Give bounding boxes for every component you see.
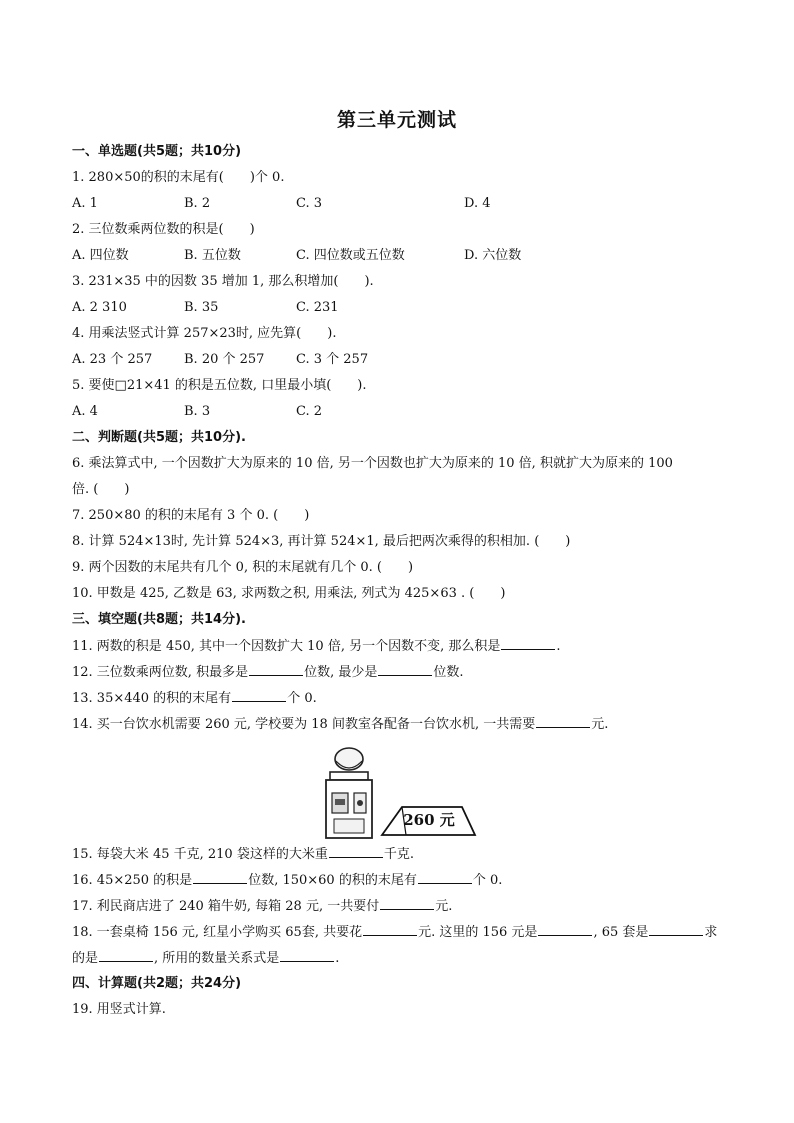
question-4: 4. 用乘法竖式计算 257×23时, 应先算( ). xyxy=(72,326,337,341)
q5-option-a: A. 4 xyxy=(72,404,98,419)
q3-option-a: A. 2 310 xyxy=(72,300,127,315)
answer-blank xyxy=(536,715,590,728)
q12-text: 12. 三位数乘两位数, 积最多是 xyxy=(72,665,249,680)
page-title: 第三单元测试 xyxy=(336,109,457,131)
q1-option-d: D. 4 xyxy=(464,196,491,211)
q17-text: 17. 利民商店进了 240 箱牛奶, 每箱 28 元, 一共要付 xyxy=(72,899,380,914)
question-13 xyxy=(72,689,317,708)
question-1: 1. 280×50的积的末尾有( )个 0. xyxy=(72,170,285,185)
q5-option-b: B. 3 xyxy=(184,404,211,419)
q18-text: 18. 一套桌椅 156 元, 红星小学购买 65套, 共要花 xyxy=(72,925,363,940)
q18-end: 求 xyxy=(704,925,718,940)
answer-blank xyxy=(501,637,555,650)
answer-blank xyxy=(380,897,434,910)
q12-end: 位数. xyxy=(433,665,464,680)
q13-end: 个 0. xyxy=(287,691,317,706)
q1-option-c: C. 3 xyxy=(296,196,323,211)
section-heading-true-false: 二、判断题(共5题；共10分). xyxy=(72,430,246,445)
q3-option-c: C. 231 xyxy=(296,300,339,315)
answer-blank xyxy=(249,663,303,676)
question-17 xyxy=(72,897,452,916)
section-heading-fill-blank: 三、填空题(共8题；共14分). xyxy=(72,612,246,627)
q18-line2-end: . xyxy=(335,951,340,966)
answer-blank xyxy=(363,923,417,936)
q17-end: 元. xyxy=(435,899,453,914)
question-2: 2. 三位数乘两位数的积是( ) xyxy=(72,222,255,237)
question-16 xyxy=(72,871,502,890)
q5-option-c: C. 2 xyxy=(296,404,323,419)
question-8: 8. 计算 524×13时, 先计算 524×3, 再计算 524×1, 最后把两次乘得的积相加. ( ) xyxy=(72,534,571,549)
q16-text: 16. 45×250 的积是 xyxy=(72,873,193,888)
q14-end: 元. xyxy=(591,717,609,732)
question-15 xyxy=(72,845,414,864)
question-6-line-2: 倍. ( ) xyxy=(72,482,130,497)
question-12 xyxy=(72,663,463,682)
q13-text: 13. 35×440 的积的末尾有 xyxy=(72,691,232,706)
question-6-line-1: 6. 乘法算式中, 一个因数扩大为原来的 10 倍, 另一个因数也扩大为原来的 10 倍, 积就扩大为原来的 100 xyxy=(72,456,673,471)
question-9: 9. 两个因数的末尾共有几个 0, 积的末尾就有几个 0. ( ) xyxy=(72,560,414,575)
question-5: 5. 要使□21×41 的积是五位数, 口里最小填( ). xyxy=(72,378,367,393)
question-14 xyxy=(72,715,608,734)
question-18-line-2 xyxy=(72,949,339,968)
section-heading-calculation: 四、计算题(共2题；共24分) xyxy=(72,976,242,991)
question-10: 10. 甲数是 425, 乙数是 63, 求两数之积, 用乘法, 列式为 425×63 . ( ) xyxy=(72,586,506,601)
question-18-line-1 xyxy=(72,923,717,942)
q2-option-c: C. 四位数或五位数 xyxy=(296,248,405,263)
answer-blank xyxy=(193,871,247,884)
q3-option-b: B. 35 xyxy=(184,300,219,315)
question-3: 3. 231×35 中的因数 35 增加 1, 那么积增加( ). xyxy=(72,274,374,289)
q1-option-b: B. 2 xyxy=(184,196,211,211)
answer-blank xyxy=(538,923,592,936)
q2-option-d: D. 六位数 xyxy=(464,248,522,263)
answer-blank xyxy=(418,871,472,884)
q18-line2-text: 的是 xyxy=(72,951,99,966)
q11-text: 11. 两数的积是 450, 其中一个因数扩大 10 倍, 另一个因数不变, 那么积是 xyxy=(72,639,501,654)
q15-text: 15. 每袋大米 45 千克, 210 袋这样的大米重 xyxy=(72,847,328,862)
question-11 xyxy=(72,637,561,656)
answer-blank xyxy=(378,663,432,676)
q18-mid-2: , 65 套是 xyxy=(593,925,649,940)
question-7: 7. 250×80 的积的末尾有 3 个 0. ( ) xyxy=(72,508,310,523)
question-19: 19. 用竖式计算. xyxy=(72,1002,166,1017)
q12-mid: 位数, 最少是 xyxy=(304,665,378,680)
q4-option-b: B. 20 个 257 xyxy=(184,352,265,367)
q11-end: . xyxy=(556,639,561,654)
q4-option-c: C. 3 个 257 xyxy=(296,352,369,367)
q1-option-a: A. 1 xyxy=(72,196,98,211)
q4-option-a: A. 23 个 257 xyxy=(72,352,153,367)
q14-text: 14. 买一台饮水机需要 260 元, 学校要为 18 间教室各配备一台饮水机, 一共需要 xyxy=(72,717,536,732)
q15-end: 千克. xyxy=(383,847,414,862)
price-tag-label: 260 元 xyxy=(403,811,455,829)
q16-end: 个 0. xyxy=(472,873,503,888)
answer-blank xyxy=(99,949,153,962)
answer-blank xyxy=(232,689,286,702)
q2-option-a: A. 四位数 xyxy=(72,248,129,263)
q16-mid: 位数, 150×60 的积的末尾有 xyxy=(248,873,417,888)
q18-line2-mid: , 所用的数量关系式是 xyxy=(154,951,280,966)
q2-option-b: B. 五位数 xyxy=(184,248,241,263)
answer-blank xyxy=(280,949,334,962)
q18-mid-1: 元. 这里的 156 元是 xyxy=(418,925,538,940)
answer-blank xyxy=(329,845,383,858)
section-heading-single-choice: 一、单选题(共5题；共10分) xyxy=(72,144,242,159)
water-dispenser-illustration xyxy=(312,745,478,841)
answer-blank xyxy=(649,923,703,936)
